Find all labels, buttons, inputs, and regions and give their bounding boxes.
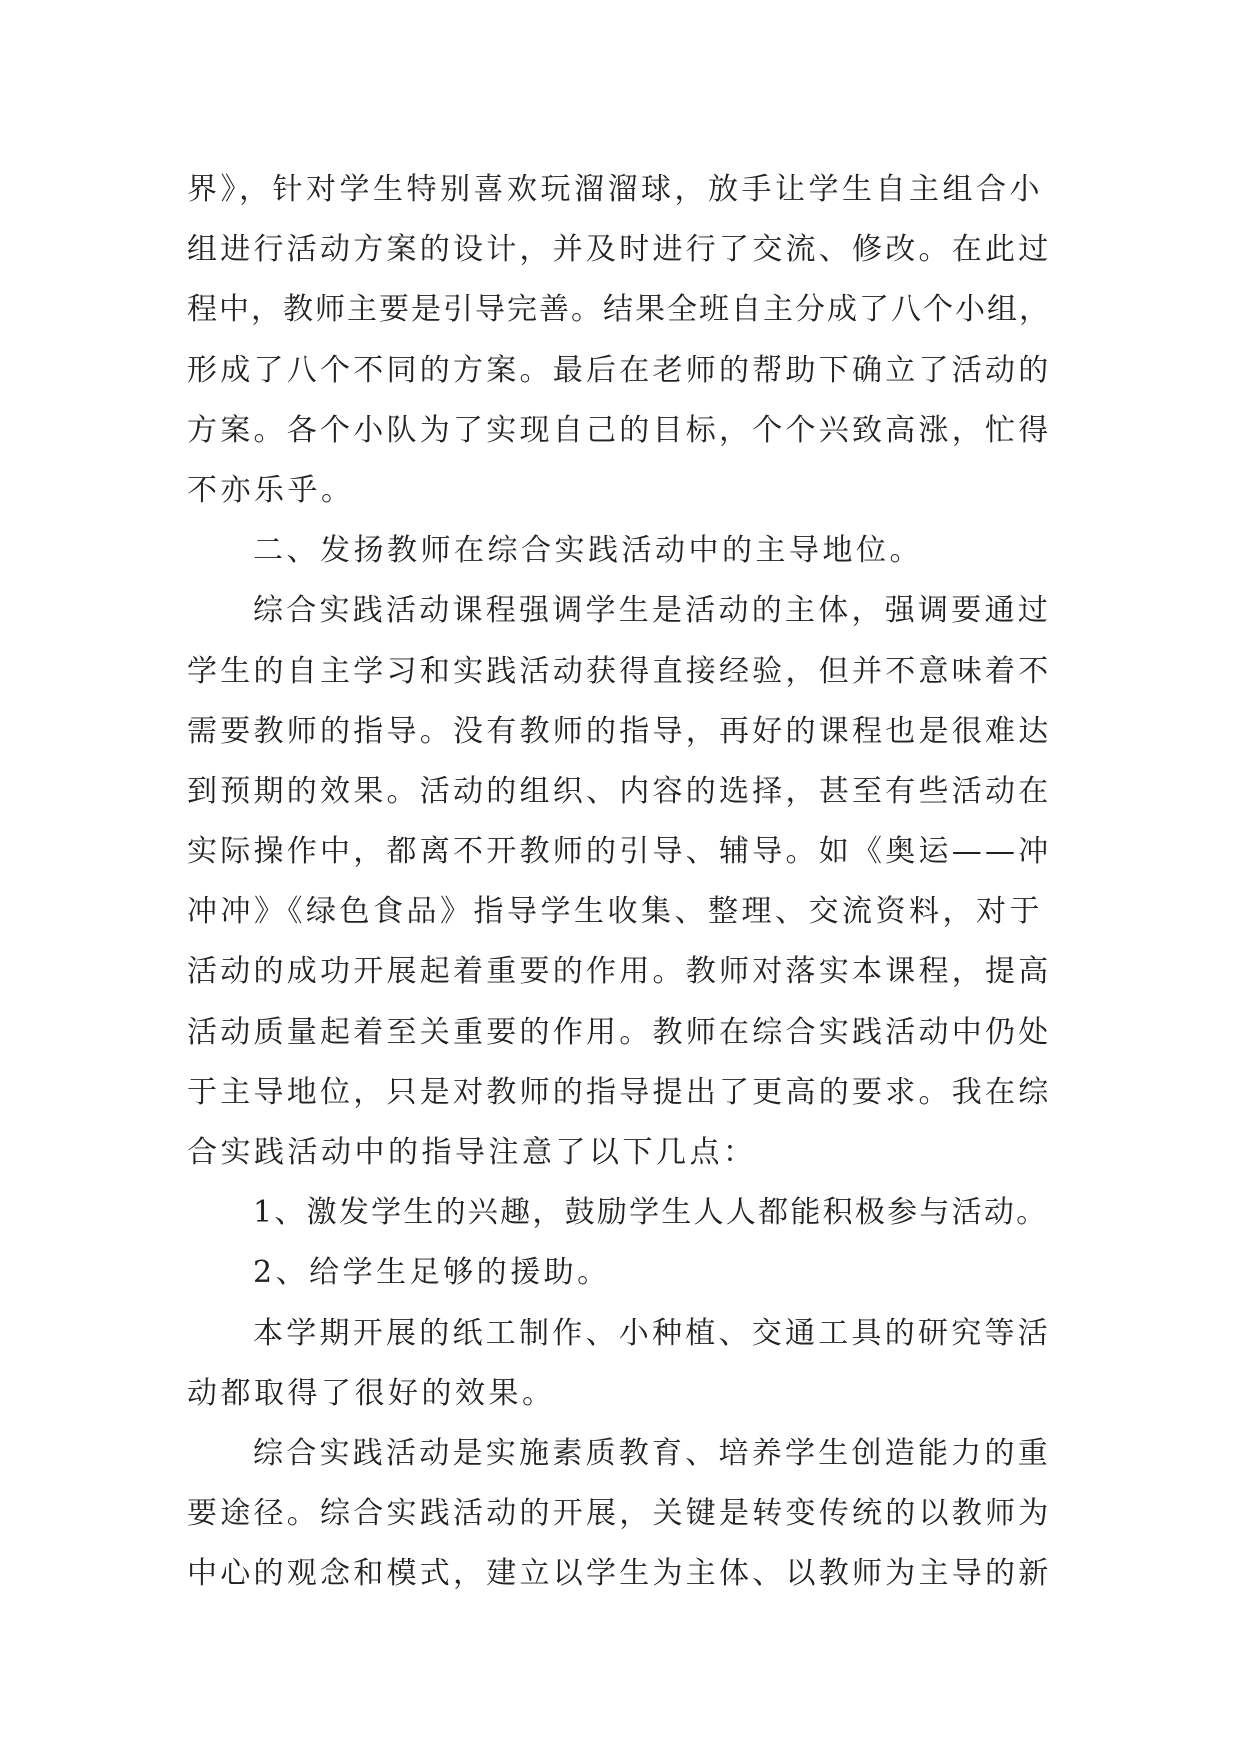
text-line: 综合实践活动课程强调学生是活动的主体，强调要通过: [253, 593, 1051, 629]
text-line: 组进行活动方案的设计，并及时进行了交流、修改。在此过: [187, 232, 1052, 268]
text-line: 本学期开展的纸工制作、小种植、交通工具的研究等活: [253, 1315, 1051, 1351]
text-line: 中心的观念和模式，建立以学生为主体、以教师为主导的新: [187, 1556, 1052, 1592]
text-line: 动都取得了很好的效果。: [187, 1375, 556, 1411]
text-line: 学生的自主学习和实践活动获得直接经验，但并不意味着不: [187, 653, 1052, 689]
text-line: 1、激发学生的兴趣，鼓励学生人人都能积极参与活动。: [253, 1195, 1049, 1231]
text-line: 活动质量起着至关重要的作用。教师在综合实践活动中仍处: [187, 1014, 1052, 1050]
text-line: 合实践活动中的指导注意了以下几点：: [187, 1135, 757, 1170]
text-line: 不亦乐乎。: [187, 472, 355, 508]
text-line: 需要教师的指导。没有教师的指导，再好的课程也是很难达: [187, 713, 1052, 749]
text-line: 程中，教师主要是引导完善。结果全班自主分成了八个小组，: [187, 292, 1051, 328]
text-line: 到预期的效果。活动的组织、内容的选择，甚至有些活动在: [187, 773, 1052, 809]
text-line: 于主导地位，只是对教师的指导提出了更高的要求。我在综: [187, 1074, 1052, 1110]
text-line: 活动的成功开展起着重要的作用。教师对落实本课程，提高: [187, 954, 1052, 990]
document-body: [187, 160, 1053, 1605]
text-line: 形成了八个不同的方案。最后在老师的帮助下确立了活动的: [187, 352, 1052, 388]
text-line: 冲冲》《绿色食品》指导学生收集、整理、交流资料，对于: [187, 894, 1043, 930]
text-line: 实际操作中，都离不开教师的引导、辅导。如《奥运——冲: [187, 834, 1052, 870]
text-line: 二、发扬教师在综合实践活动中的主导地位。: [253, 533, 923, 569]
text-line: 方案。各个小队为了实现自己的目标，个个兴致高涨，忙得: [187, 412, 1052, 448]
text-line: 综合实践活动是实施素质教育、培养学生创造能力的重: [253, 1435, 1051, 1471]
text-line: 要途径。综合实践活动的开展，关键是转变传统的以教师为: [187, 1496, 1052, 1532]
text-line: 界》，针对学生特别喜欢玩溜溜球，放手让学生自主组合小: [187, 172, 1043, 207]
text-line: 2、给学生足够的援助。: [253, 1255, 611, 1291]
